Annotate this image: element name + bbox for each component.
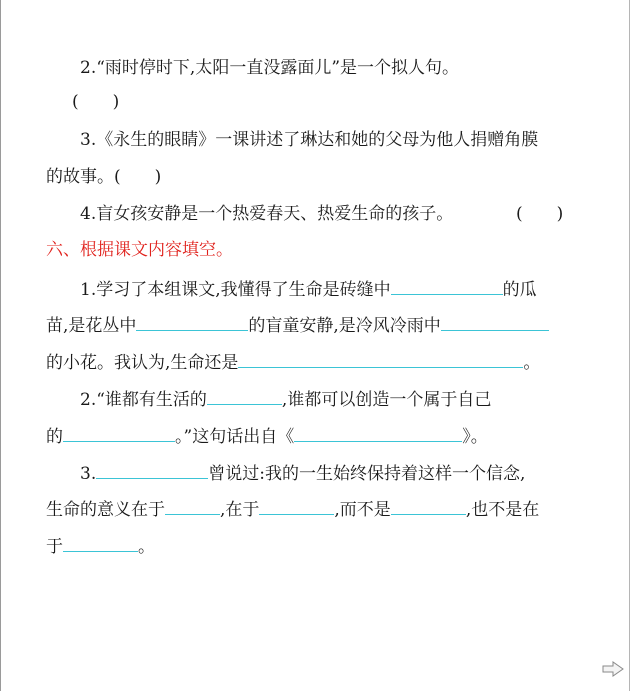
fill-q2-blank-3[interactable]: [294, 427, 462, 442]
fill-q1-blank-4[interactable]: [238, 353, 523, 368]
fill-q3-text-e: ,而不是: [334, 500, 391, 520]
judge-item-4: 4.盲女孩安静是一个热爱春天、热爱生命的孩子。: [80, 204, 454, 224]
fill-q3-blank-5[interactable]: [63, 537, 138, 552]
judge-item-3: 3.《永生的眼睛》一课讲述了琳达和她的父母为他人捐赠角膜: [80, 130, 539, 150]
fill-q2-text-a: 2.“谁都有生活的: [80, 390, 207, 410]
fill-q1-text-f: 。: [523, 353, 541, 373]
fill-q3-line3: [46, 537, 155, 557]
fill-q2-text-d: 。”这句话出自《: [175, 427, 295, 447]
next-page-arrow-icon[interactable]: [602, 661, 624, 677]
fill-q3-blank-2[interactable]: [165, 500, 220, 515]
judge-item-3-continued: 的故事。( ): [46, 167, 162, 187]
fill-q1-line2: [46, 316, 549, 336]
judge-item-2-answer-bracket: ( ): [72, 92, 120, 112]
fill-q2-blank-2[interactable]: [63, 427, 175, 442]
fill-q1-line3: [46, 353, 540, 373]
fill-q3-text-c: 生命的意义在于: [46, 500, 165, 520]
fill-q3-text-a: 3.: [80, 464, 97, 484]
fill-q3-blank-4[interactable]: [391, 500, 466, 515]
fill-q3-text-b: 曾说过:我的一生始终保持着这样一个信念,: [208, 464, 526, 484]
section-6-heading: 六、根据课文内容填空。: [46, 240, 233, 260]
fill-q1-blank-1[interactable]: [391, 280, 503, 295]
judge-item-2: 2.“雨时停时下,太阳一直没露面儿”是一个拟人句。: [80, 58, 460, 78]
page-left-border: [0, 0, 1, 691]
fill-q1-text-b: 的瓜: [502, 280, 537, 300]
fill-q1-text-a: 1.学习了本组课文,我懂得了生命是砖缝中: [80, 280, 391, 300]
fill-q1-text-d: 的盲童安静,是冷风冷雨中: [248, 316, 441, 336]
fill-q2-text-e: 》。: [462, 427, 488, 447]
judge-item-4-answer-bracket: ( ): [516, 204, 564, 224]
page-right-border: [629, 0, 630, 691]
fill-q2-text-b: ,谁都可以创造一个属于自己: [281, 390, 492, 410]
fill-q1-text-c: 苗,是花丛中: [46, 316, 137, 336]
fill-q1-line1: [80, 280, 537, 300]
fill-q3-text-g: 于: [46, 537, 63, 557]
fill-q3-text-d: ,在于: [220, 500, 260, 520]
fill-q3-blank-1[interactable]: [96, 464, 208, 479]
fill-q3-line1: [80, 464, 525, 484]
fill-q1-blank-3[interactable]: [441, 316, 549, 331]
fill-q2-line2: [46, 427, 488, 447]
fill-q2-blank-1[interactable]: [207, 390, 282, 405]
fill-q3-text-h: 。: [138, 537, 155, 557]
fill-q1-blank-2[interactable]: [136, 316, 248, 331]
fill-q2-line1: [80, 390, 491, 410]
fill-q2-text-c: 的: [46, 427, 63, 447]
fill-q1-text-e: 的小花。我认为,生命还是: [46, 353, 239, 373]
fill-q3-blank-3[interactable]: [259, 500, 334, 515]
fill-q3-line2: [46, 500, 539, 520]
fill-q3-text-f: ,也不是在: [465, 500, 540, 520]
